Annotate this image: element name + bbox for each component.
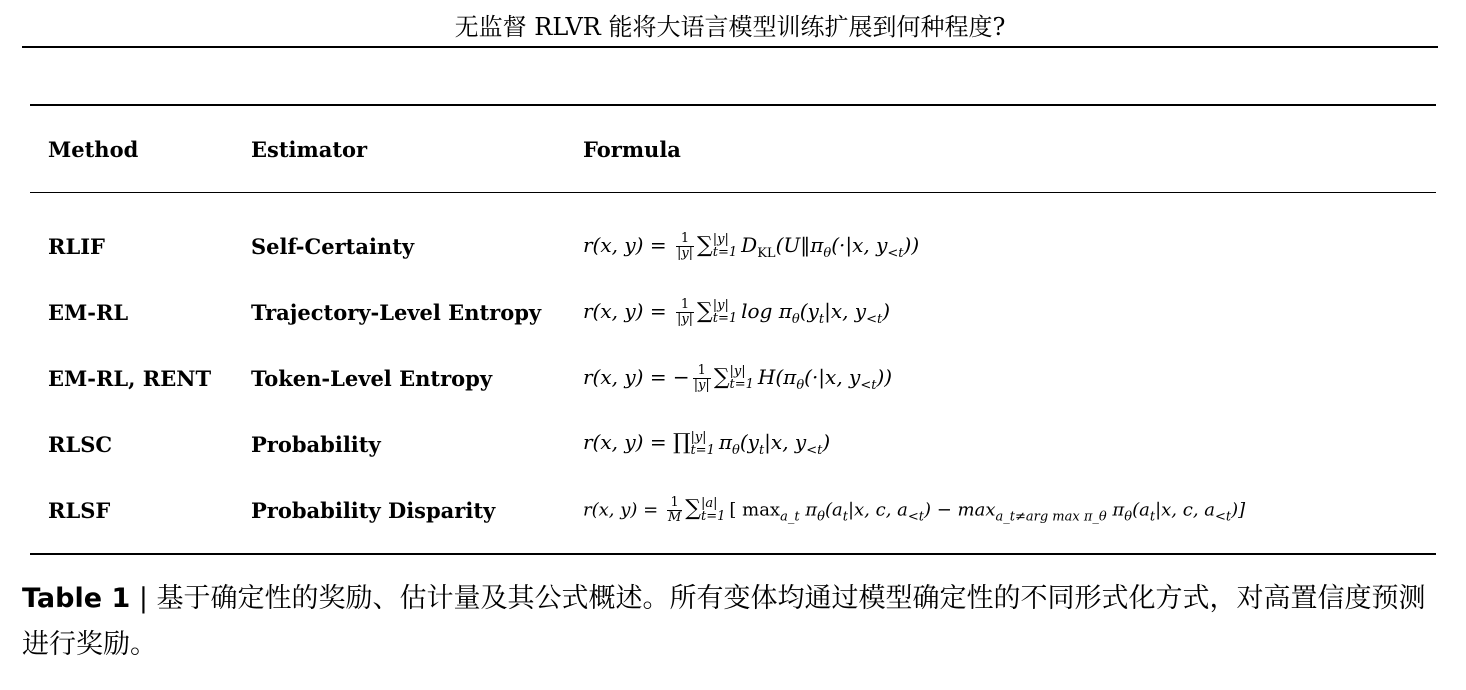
formula-term: (U‖π <box>775 232 824 257</box>
operator-lower-limit: t=1 <box>712 245 738 260</box>
fraction-denominator: M <box>667 509 682 525</box>
formula-lhs: r(x, y) = <box>583 499 664 520</box>
formula-term: ) − max <box>924 499 996 520</box>
estimator-cell: Self-Certainty <box>251 233 415 259</box>
formula-fraction <box>676 298 694 327</box>
operator-lower-limit: t=1 <box>729 377 754 392</box>
estimator-cell: Probability <box>251 431 381 457</box>
table-row <box>30 345 1436 411</box>
formula-term: ) <box>822 430 831 454</box>
column-header-estimator: Estimator <box>251 136 368 162</box>
formula-term: (·|x, y <box>831 232 888 257</box>
formula-subscript: <t <box>887 245 904 261</box>
operator-upper-limit: |y| <box>729 364 746 379</box>
formula-term: |x, c, a <box>1155 499 1216 520</box>
operator-lower-limit: t=1 <box>690 442 715 458</box>
formula-term: (a <box>824 499 843 520</box>
formula-term: |x, c, a <box>847 499 908 520</box>
table-caption <box>22 576 1442 668</box>
operator-limits <box>701 497 725 523</box>
formula-subscript: <t <box>806 443 823 458</box>
formula-term: )) <box>903 232 920 257</box>
method-cell: EM-RL <box>48 299 129 325</box>
formula-term: π <box>1106 499 1125 520</box>
formula-term: D <box>741 232 758 257</box>
sum-operator: ∑ <box>685 496 701 521</box>
table-row <box>30 279 1436 345</box>
method-cell: EM-RL, RENT <box>48 365 212 391</box>
table-container <box>30 104 1436 555</box>
operator-upper-limit: |a| <box>700 496 718 511</box>
formula-term: log π <box>741 298 792 323</box>
operator-limits <box>713 299 737 325</box>
formula-subscript: <t <box>1215 509 1232 524</box>
formula-subscript: t <box>842 509 848 524</box>
table-row <box>30 477 1436 554</box>
method-cell: RLSC <box>48 431 113 457</box>
fraction-denominator: |y| <box>676 245 694 261</box>
table-header-row <box>30 105 1436 193</box>
formula-term: |x, y <box>764 430 807 454</box>
formula-subscript: θ <box>796 377 805 393</box>
fraction-numerator: 1 <box>676 232 694 247</box>
sum-operator: ∑ <box>713 364 730 390</box>
formula-lhs: r(x, y) = − <box>583 364 690 389</box>
formula-term: |x, y <box>824 298 867 323</box>
column-header-method: Method <box>48 136 139 162</box>
formula-term: (y <box>799 298 819 323</box>
operator-upper-limit: |y| <box>712 298 729 313</box>
formula-term: H(π <box>757 364 797 389</box>
formula-term: π <box>718 430 732 454</box>
formula-term: [ max <box>729 499 781 520</box>
estimator-cell: Token-Level Entropy <box>251 365 493 391</box>
formula-subscript: KL <box>757 245 776 261</box>
sum-operator: ∑ <box>697 232 713 258</box>
estimator-cell: Trajectory-Level Entropy <box>251 299 542 325</box>
header-rule <box>22 46 1438 48</box>
certainty-reward-table <box>30 104 1436 555</box>
operator-upper-limit: |y| <box>690 429 707 445</box>
fraction-denominator: |y| <box>693 377 710 393</box>
formula-cell <box>565 193 1436 280</box>
operator-limits <box>730 365 754 391</box>
formula-term: π <box>799 499 818 520</box>
operator-lower-limit: t=1 <box>700 509 726 524</box>
caption-label: Table 1 <box>22 583 131 614</box>
fraction-denominator: |y| <box>676 311 694 327</box>
product-operator: ∏ <box>672 430 691 455</box>
formula-subscript: t <box>1149 509 1156 524</box>
formula-fraction <box>693 364 711 393</box>
operator-lower-limit: t=1 <box>712 311 738 326</box>
column-header-formula: Formula <box>583 136 681 162</box>
operator-limits <box>713 233 737 259</box>
running-header-title: 无监督 RLVR 能将大语言模型训练扩展到何种程度? <box>454 13 1006 41</box>
formula-subscript: <t <box>866 311 883 327</box>
formula-subscript: θ <box>1124 509 1133 524</box>
formula-term: (a <box>1132 499 1150 520</box>
formula-subscript: a_t <box>780 509 800 524</box>
formula-cell <box>565 345 1436 411</box>
caption-text: 基于确定性的奖励、估计量及其公式概述。所有变体均通过模型确定性的不同形式化方式，对高置信度预测进行奖励。 <box>22 583 1426 660</box>
formula-lhs: r(x, y) = <box>583 232 673 257</box>
formula-term: (·|x, y <box>804 364 861 389</box>
method-cell: RLSF <box>48 497 111 523</box>
estimator-cell: Probability Disparity <box>251 497 496 523</box>
formula-fraction <box>667 496 682 525</box>
formula-subscript: t <box>758 443 765 458</box>
formula-fraction <box>676 232 694 261</box>
operator-limits <box>690 431 714 457</box>
caption-separator: | <box>130 583 157 614</box>
formula-subscript: θ <box>791 311 800 327</box>
formula-lhs: r(x, y) = <box>583 430 673 454</box>
fraction-numerator: 1 <box>676 298 694 313</box>
formula-term: )) <box>876 364 893 389</box>
operator-upper-limit: |y| <box>712 232 729 247</box>
formula-term: )] <box>1231 499 1246 520</box>
formula-subscript: a_t≠arg max π_θ <box>995 509 1107 524</box>
formula-subscript: θ <box>732 443 740 458</box>
sum-operator: ∑ <box>697 298 713 324</box>
formula-cell <box>565 411 1436 477</box>
fraction-numerator: 1 <box>693 364 711 379</box>
formula-term: ) <box>882 298 891 323</box>
table-row <box>30 411 1436 477</box>
table-row <box>30 193 1436 280</box>
formula-lhs: r(x, y) = <box>583 298 673 323</box>
formula-subscript: <t <box>907 509 924 524</box>
formula-cell <box>565 477 1436 554</box>
formula-subscript: θ <box>817 509 825 524</box>
formula-subscript: <t <box>860 377 877 393</box>
fraction-numerator: 1 <box>667 496 682 511</box>
formula-subscript: t <box>818 311 825 327</box>
formula-subscript: θ <box>823 245 832 261</box>
method-cell: RLIF <box>48 233 105 259</box>
formula-cell <box>565 279 1436 345</box>
formula-term: (y <box>739 430 759 454</box>
